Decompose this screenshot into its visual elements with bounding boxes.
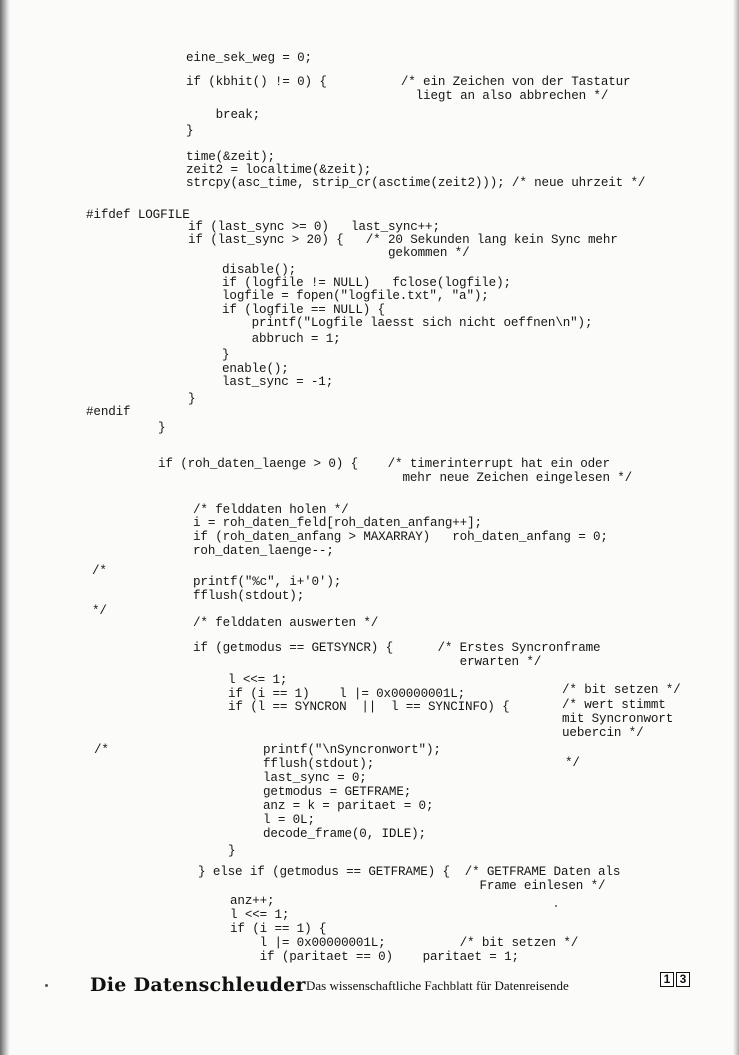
- code-line: uebercin */: [562, 726, 644, 740]
- code-line: printf("%c", i+'0');: [193, 575, 342, 589]
- code-line: erwarten */: [193, 655, 542, 669]
- code-line: l = 0L;: [263, 813, 315, 827]
- code-line: /*: [94, 743, 109, 757]
- scan-shadow-left: [0, 0, 10, 1055]
- code-line: getmodus = GETFRAME;: [263, 785, 412, 799]
- magazine-tagline: Das wissenschaftliche Fachblatt für Datenreisende: [306, 978, 569, 993]
- code-line: strcpy(asc_time, strip_cr(asctime(zeit2))); /* neue uhrzeit */: [186, 176, 646, 190]
- code-line: anz++;: [230, 894, 275, 908]
- code-line: gekommen */: [188, 246, 470, 260]
- scan-shadow-right: [733, 0, 739, 1055]
- code-line: last_sync = 0;: [263, 771, 367, 785]
- code-line: l <<= 1;: [228, 673, 288, 687]
- code-line: /* bit setzen */: [562, 683, 681, 697]
- code-line: eine_sek_weg = 0;: [186, 51, 312, 65]
- code-line: abbruch = 1;: [222, 332, 341, 346]
- code-line: zeit2 = localtime(&zeit);: [186, 163, 372, 177]
- code-line: } else if (getmodus == GETFRAME) { /* GETFRAME Daten als: [198, 865, 621, 879]
- code-line: /* felddaten holen */: [193, 503, 349, 517]
- code-line: }: [158, 421, 166, 435]
- code-line: /* felddaten auswerten */: [193, 616, 379, 630]
- code-line: }: [186, 124, 194, 138]
- code-line: time(&zeit);: [186, 150, 275, 164]
- code-line: roh_daten_laenge--;: [193, 544, 334, 558]
- code-line: break;: [186, 108, 261, 122]
- code-line: }: [188, 392, 196, 406]
- code-line: if (logfile != NULL) fclose(logfile);: [222, 276, 511, 290]
- code-line: Frame einlesen */: [198, 879, 606, 893]
- code-line: }: [222, 348, 230, 362]
- code-line: mehr neue Zeichen eingelesen */: [158, 471, 633, 485]
- code-line: l <<= 1;: [230, 908, 290, 922]
- code-line: printf("\nSyncronwort");: [263, 743, 441, 757]
- code-line: if (logfile == NULL) {: [222, 303, 385, 317]
- page-number-digit: 3: [676, 972, 690, 987]
- code-line: fflush(stdout);: [263, 757, 375, 771]
- code-line: */: [92, 604, 107, 618]
- code-line: if (i == 1) {: [230, 922, 327, 936]
- scan-speck: [45, 984, 48, 987]
- code-line: enable();: [222, 362, 289, 376]
- code-line: #ifdef LOGFILE: [86, 208, 190, 222]
- code-line: disable();: [222, 263, 297, 277]
- code-line: l |= 0x00000001L; /* bit setzen */: [230, 936, 579, 950]
- code-line: last_sync = -1;: [222, 375, 334, 389]
- code-line: printf("Logfile laesst sich nicht oeffnen\n");: [222, 316, 593, 330]
- code-line: /*: [92, 564, 107, 578]
- code-line: if (last_sync > 20) { /* 20 Sekunden lang kein Sync mehr: [188, 233, 618, 247]
- code-line: */: [565, 756, 580, 770]
- code-line: if (last_sync >= 0) last_sync++;: [188, 220, 440, 234]
- code-line: mit Syncronwort: [562, 712, 674, 726]
- code-line: #endif: [86, 405, 131, 419]
- code-line: i = roh_daten_feld[roh_daten_anfang++];: [193, 516, 482, 530]
- code-line: decode_frame(0, IDLE);: [263, 827, 426, 841]
- code-line: if (paritaet == 0) paritaet = 1;: [230, 950, 519, 964]
- code-line: if (kbhit() != 0) { /* ein Zeichen von der Tastatur: [186, 75, 631, 89]
- code-line: anz = k = paritaet = 0;: [263, 799, 434, 813]
- code-line: fflush(stdout);: [193, 589, 305, 603]
- page-number: [660, 972, 690, 987]
- code-line: logfile = fopen("logfile.txt", "a");: [222, 289, 489, 303]
- magazine-masthead: Die Datenschleuder: [90, 974, 306, 996]
- code-line: if (getmodus == GETSYNCR) { /* Erstes Syncronframe: [193, 641, 601, 655]
- code-line: /* wert stimmt: [562, 698, 666, 712]
- code-line: if (i == 1) l |= 0x00000001L;: [228, 687, 466, 701]
- code-line: if (roh_daten_laenge > 0) { /* timerinterrupt hat ein oder: [158, 457, 610, 471]
- code-line: liegt an also abbrechen */: [186, 89, 609, 103]
- scan-speck: [555, 905, 557, 907]
- code-line: if (l == SYNCRON || l == SYNCINFO) {: [228, 700, 510, 714]
- page-number-digit: 1: [660, 972, 674, 987]
- code-line: }: [228, 844, 236, 858]
- code-line: if (roh_daten_anfang > MAXARRAY) roh_daten_anfang = 0;: [193, 530, 608, 544]
